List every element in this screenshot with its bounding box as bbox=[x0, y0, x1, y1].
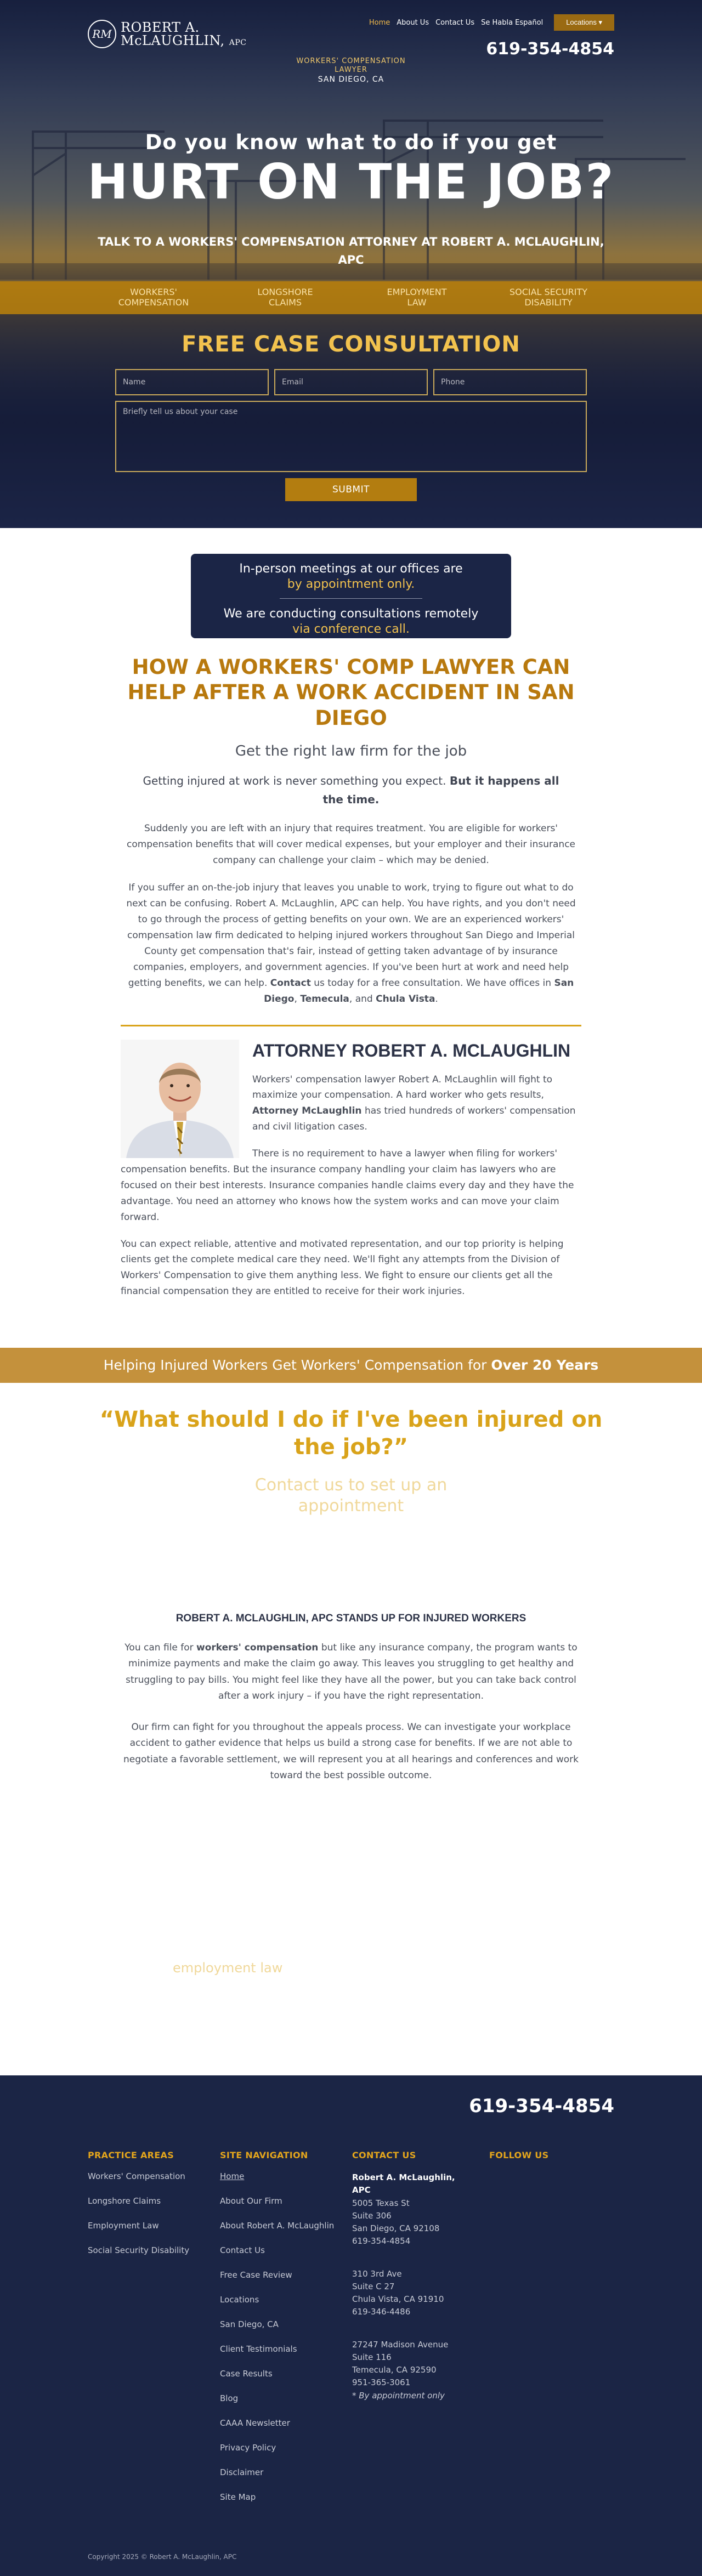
main-content bbox=[121, 771, 581, 1007]
footer-contact-title: CONTACT US bbox=[352, 2150, 416, 2160]
footer-link-employment[interactable]: Employment Law bbox=[88, 2221, 159, 2231]
footer-practice-areas bbox=[88, 2150, 189, 2270]
footer-contact bbox=[352, 2150, 473, 2422]
hero-question: Do you know what to do if you get bbox=[145, 130, 557, 154]
footer-phone[interactable]: 619-354-4854 bbox=[469, 2095, 614, 2117]
footer-nav-san-diego[interactable]: San Diego, CA bbox=[220, 2319, 279, 2329]
footer-link-longshore[interactable]: Longshore Claims bbox=[88, 2196, 161, 2206]
attorney-paragraph-1: Workers' compensation lawyer Robert A. McLaughlin will fight to maximize your compensation. A hard worker who gets results, Attorney McLaughlin has tried hundreds of workers' compensation and civil litigation cases. bbox=[252, 1074, 576, 1133]
attorney-photo bbox=[121, 1040, 239, 1158]
footer-phone-temecula[interactable]: 951-365-3061 bbox=[352, 2378, 411, 2388]
email-input[interactable] bbox=[274, 369, 428, 395]
top-nav bbox=[369, 14, 614, 31]
nav-about[interactable]: About Us bbox=[397, 18, 429, 27]
case-description-textarea[interactable] bbox=[115, 401, 587, 472]
tagline-city: SAN DIEGO, CA bbox=[318, 75, 384, 84]
firm-logo[interactable]: RM ROBERT A. McLAUGHLIN, APC bbox=[88, 20, 247, 48]
locations-dropdown-button[interactable]: Locations ▾ bbox=[554, 14, 614, 31]
footer-nav-testimonials[interactable]: Client Testimonials bbox=[220, 2344, 297, 2354]
notice-line2-gold: via conference call. bbox=[292, 622, 410, 636]
tagline-line1: WORKERS' COMPENSATION bbox=[296, 57, 406, 65]
consultation-form bbox=[115, 369, 587, 472]
footer-phone-chula-vista[interactable]: 619-346-4486 bbox=[352, 2307, 411, 2317]
attorney-section bbox=[121, 1040, 581, 1300]
intro-paragraph-2: If you suffer an on-the-job injury that leaves you unable to work, trying to figure out what to do next can be confusing. Robert A. McLaughlin, APC can help. You have rights, and you don't need to go through the process of getting benefits on your own. We are an experienced workers' compensation law firm dedicated to helping injured workers throughout San Diego and Imperial County get compensation that's fair, instead of getting taken advantage of by insurance companies, employers, and government agencies. If you've been hurt at work and need help getting benefits, we can help. Contact us today for a free consultation. We have offices in San Diego, Temecula, and Chula Vista. bbox=[126, 882, 576, 1005]
intro-paragraph-1: Suddenly you are left with an injury that requires treatment. You are eligible for workers' compensation benefits that will cover medical expenses, but your employer and their insurance company can challenge your claim – which may be denied. bbox=[126, 822, 576, 866]
copyright: Copyright 2025 © Robert A. McLaughlin, APC bbox=[88, 2553, 237, 2561]
employment-law-link[interactable]: employment law bbox=[173, 1960, 283, 1976]
footer-link-ssd[interactable]: Social Security Disability bbox=[88, 2245, 190, 2255]
submit-button[interactable]: SUBMIT bbox=[285, 478, 417, 501]
footer-office-san-diego: Robert A. McLaughlin, APC 5005 Texas St Suite 306 San Diego, CA 92108 619-354-4854 bbox=[352, 2172, 455, 2246]
phone-input[interactable] bbox=[433, 369, 587, 395]
stands-paragraph-1: You can file for workers' compensation but like any insurance company, the program wants to minimize payments and make the claim go away. This leaves you struggling to get healthy and struggling to pay bills. You might feel like they have all the power, but you can take back control after a work injury – if you have the right representation. bbox=[124, 1642, 578, 1701]
footer-nav-blog[interactable]: Blog bbox=[220, 2393, 239, 2403]
footer-nav-locations[interactable]: Locations bbox=[220, 2295, 259, 2305]
logo-line2: McLAUGHLIN bbox=[121, 33, 220, 48]
hero-subline: TALK TO A WORKERS' COMPENSATION ATTORNEY AT ROBERT A. MCLAUGHLIN, APC bbox=[98, 235, 604, 266]
attorney-paragraph-3: You can expect reliable, attentive and motivated representation, and our top priority is helping clients get the complete medical care they need. We'll fight any attempts from the Division of Workers' Compensation to give them anything less. We fight to ensure our clients get all the financial compensation they are entitled to receive for their work injuries. bbox=[121, 1238, 564, 1297]
footer-phone-san-diego[interactable]: 619-354-4854 bbox=[352, 2236, 411, 2246]
header-phone[interactable]: 619-354-4854 bbox=[486, 39, 614, 59]
footer-nav-about-firm[interactable]: About Our Firm bbox=[220, 2196, 282, 2206]
nav-spanish[interactable]: Se Habla Español bbox=[481, 18, 544, 27]
office-link-temecula[interactable]: Temecula bbox=[300, 993, 349, 1005]
office-link-san-diego[interactable]: San Diego bbox=[264, 977, 574, 1005]
section-divider bbox=[121, 1025, 581, 1026]
footer-nav-about-robert[interactable]: About Robert A. McLaughlin bbox=[220, 2221, 335, 2231]
footer-site-navigation bbox=[220, 2150, 334, 2517]
appointment-note: * By appointment only bbox=[352, 2390, 445, 2401]
footer-nav-caaa-newsletter[interactable]: CAAA Newsletter bbox=[220, 2418, 290, 2428]
practice-areas-bar bbox=[0, 281, 702, 314]
site-header bbox=[0, 0, 702, 82]
appointment-link[interactable]: Contact us to set up an appointment bbox=[254, 1476, 448, 1516]
footer-nav-disclaimer[interactable]: Disclaimer bbox=[220, 2467, 264, 2477]
workers-comp-inline-link[interactable]: workers' compensation bbox=[196, 1642, 319, 1654]
footer-office-temecula: 27247 Madison Avenue Suite 116 Temecula, CA 92590 951-365-3061 * By appointment only bbox=[352, 2339, 449, 2401]
footer-nav-contact[interactable]: Contact Us bbox=[220, 2245, 265, 2255]
logo-line1: ROBERT A. bbox=[121, 20, 200, 35]
office-link-chula-vista[interactable]: Chula Vista bbox=[376, 993, 435, 1005]
footer-practice-title: PRACTICE AREAS bbox=[88, 2150, 174, 2160]
stands-heading: ROBERT A. MCLAUGHLIN, APC STANDS UP FOR INJURED WORKERS bbox=[176, 1613, 526, 1625]
footer-follow-title: FOLLOW US bbox=[489, 2150, 549, 2160]
logo-monogram-icon: RM bbox=[88, 20, 116, 48]
contact-inline-link[interactable]: Contact bbox=[270, 977, 311, 989]
practice-employment[interactable]: EMPLOYMENT LAW bbox=[387, 287, 447, 308]
consultation-form-title: FREE CASE CONSULTATION bbox=[182, 332, 520, 357]
attorney-paragraph-2: There is no requirement to have a lawyer when filing for workers' compensation benefits. But the insurance company handling your claim has lawyers who are focused on their best interests. Insurance companies handle claims every day and they have the advantage. You need an attorney who knows how the system works and can move your claim forward. bbox=[121, 1148, 574, 1223]
faq-quote-heading: “What should I do if I've been injured on the job?” bbox=[99, 1407, 603, 1460]
footer-link-workers-comp[interactable]: Workers' Compensation bbox=[88, 2171, 185, 2181]
name-input[interactable] bbox=[115, 369, 269, 395]
attorney-heading: ATTORNEY ROBERT A. MCLAUGHLIN bbox=[252, 1040, 571, 1060]
main-heading: HOW A WORKERS' COMP LAWYER CAN HELP AFTER A WORK ACCIDENT IN SAN DIEGO bbox=[127, 655, 575, 730]
site-footer bbox=[0, 2075, 702, 2576]
header-tagline bbox=[0, 57, 702, 84]
hero-headline: HURT ON THE JOB? bbox=[87, 154, 615, 210]
hero-section bbox=[0, 0, 702, 528]
experience-band: Helping Injured Workers Get Workers' Compensation for Over 20 Years bbox=[0, 1348, 702, 1383]
appointment-notice bbox=[191, 554, 511, 638]
main-subheading: Get the right law firm for the job bbox=[235, 742, 467, 759]
tagline-line2: LAWYER bbox=[335, 66, 367, 75]
notice-line1: In-person meetings at our offices are bbox=[239, 562, 463, 576]
practice-ssd[interactable]: SOCIAL SECURITY DISABILITY bbox=[509, 287, 588, 308]
lead-paragraph: Getting injured at work is never something you expect. But it happens all the time. bbox=[143, 774, 559, 806]
footer-follow bbox=[489, 2150, 548, 2171]
nav-contact[interactable]: Contact Us bbox=[435, 18, 475, 27]
notice-line1-gold: by appointment only. bbox=[287, 577, 415, 591]
practice-workers-comp[interactable]: WORKERS' COMPENSATION bbox=[118, 287, 189, 308]
notice-line2: We are conducting consultations remotely bbox=[223, 607, 479, 621]
practice-longshore[interactable]: LONGSHORE CLAIMS bbox=[257, 287, 313, 308]
footer-nav-case-results[interactable]: Case Results bbox=[220, 2369, 273, 2379]
notice-divider bbox=[280, 598, 422, 599]
footer-nav-title: SITE NAVIGATION bbox=[220, 2150, 308, 2160]
footer-nav-free-case-review[interactable]: Free Case Review bbox=[220, 2270, 292, 2280]
footer-nav-privacy[interactable]: Privacy Policy bbox=[220, 2443, 276, 2453]
nav-home[interactable]: Home bbox=[369, 18, 390, 27]
logo-suffix: APC bbox=[229, 38, 247, 47]
footer-office-chula-vista: 310 3rd Ave Suite C 27 Chula Vista, CA 91910 619-346-4486 bbox=[352, 2268, 444, 2317]
footer-nav-sitemap[interactable]: Site Map bbox=[220, 2492, 256, 2502]
stands-paragraph-2: Our firm can fight for you throughout the appeals process. We can investigate your workplace accident to gather evidence that helps us build a strong case for benefits. If we are not able to negotiate a favorable settlement, we will represent you at all hearings and conferences and work toward the best possible outcome. bbox=[123, 1722, 579, 1781]
footer-nav-home[interactable]: Home bbox=[220, 2171, 245, 2181]
